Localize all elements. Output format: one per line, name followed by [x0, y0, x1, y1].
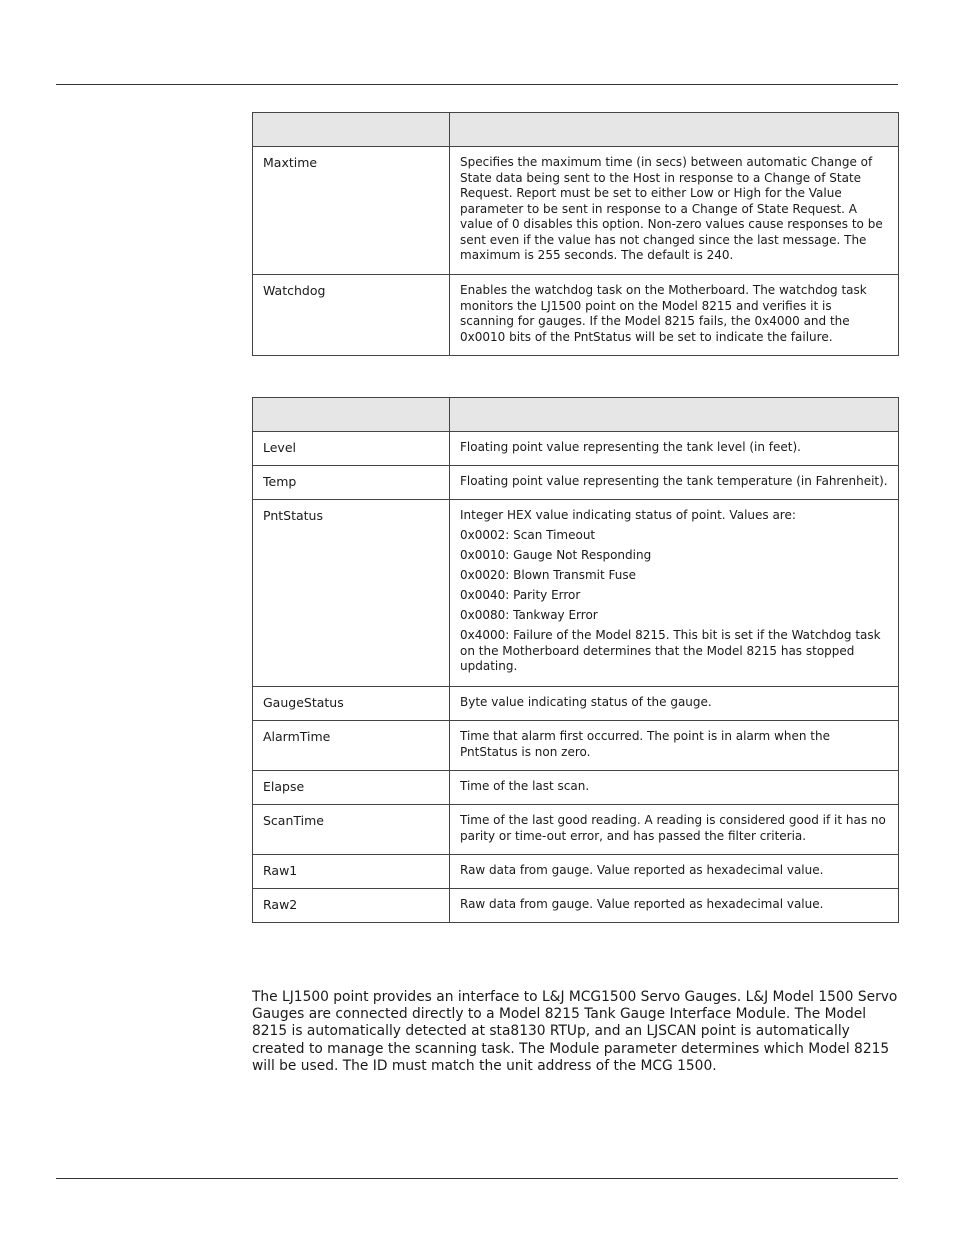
status-line: Integer HEX value indicating status of point. Values are: — [460, 508, 796, 522]
param-description: Specifies the maximum time (in secs) between automatic Change of State data being sent to the Host in response to a Change of State Request. Report must be set to either Low or High for the Value parameter to be sent in response to a Change of State Request. A value of 0 disables this option. Non-zero values cause responses to be sent even if the value has not changed since the last message. The maximum is 255 seconds. The default is 240. — [450, 147, 899, 275]
param-description: Time of the last good reading. A reading is considered good if it has no parity or time-out error, and has passed the filter criteria. — [450, 805, 899, 855]
param-description: Floating point value representing the tank temperature (in Fahrenheit). — [450, 466, 899, 500]
table-row — [253, 855, 899, 889]
table-row — [253, 147, 899, 275]
table-header-row — [253, 398, 899, 432]
param-description: Raw data from gauge. Value reported as hexadecimal value. — [450, 889, 899, 923]
param-description: Time that alarm first occurred. The point is in alarm when the PntStatus is non zero. — [450, 721, 899, 771]
status-line: 0x0040: Parity Error — [460, 588, 581, 602]
header-rule — [56, 84, 898, 85]
table-row — [253, 500, 899, 687]
param-name: GaugeStatus — [253, 687, 450, 721]
table-row — [253, 432, 899, 466]
param-description: Byte value indicating status of the gauge. — [450, 687, 899, 721]
column-header-description — [450, 398, 899, 432]
param-name: Maxtime — [253, 147, 450, 275]
table-row — [253, 721, 899, 771]
column-header-description — [450, 113, 899, 147]
param-name: ScanTime — [253, 805, 450, 855]
param-name: Elapse — [253, 771, 450, 805]
status-line: 0x4000: Failure of the Model 8215. This bit is set if the Watchdog task on the Motherboard determines that the Model 8215 has stopped updating. — [460, 628, 881, 673]
status-line: 0x0080: Tankway Error — [460, 608, 598, 622]
table-row — [253, 275, 899, 356]
status-line: 0x0020: Blown Transmit Fuse — [460, 568, 637, 582]
table-row — [253, 771, 899, 805]
column-header-name — [253, 113, 450, 147]
param-description: Enables the watchdog task on the Motherboard. The watchdog task monitors the LJ1500 point on the Model 8215 and verifies it is scanning for gauges. If the Model 8215 fails, the 0x4000 and the 0x0010 bits of the PntStatus will be set to indicate the failure. — [450, 275, 899, 356]
status-line: 0x0002: Scan Timeout — [460, 528, 596, 542]
body-paragraph: The LJ1500 point provides an interface to L&J MCG1500 Servo Gauges. L&J Model 1500 Servo Gauges are connected directly to a Model 8215 Tank Gauge Interface Module. The Model 8215 is automatically detected at sta8130 RTUp, and an LJSCAN point is automatically created to manage the scanning task. The Module parameter determines which Model 8215 will be used. The ID must match the unit address of the MCG 1500. — [252, 989, 898, 1074]
param-name: AlarmTime — [253, 721, 450, 771]
param-name: Raw1 — [253, 855, 450, 889]
parameter-table-2 — [252, 397, 899, 923]
param-description — [450, 500, 899, 687]
table-row — [253, 805, 899, 855]
status-line: 0x0010: Gauge Not Responding — [460, 548, 652, 562]
parameter-table-1 — [252, 112, 899, 356]
param-name: Level — [253, 432, 450, 466]
table-row — [253, 687, 899, 721]
table-row — [253, 889, 899, 923]
footer-rule — [56, 1178, 898, 1179]
param-name: Temp — [253, 466, 450, 500]
param-description: Time of the last scan. — [450, 771, 899, 805]
param-name: Watchdog — [253, 275, 450, 356]
param-description: Raw data from gauge. Value reported as hexadecimal value. — [450, 855, 899, 889]
param-description: Floating point value representing the tank level (in feet). — [450, 432, 899, 466]
column-header-name — [253, 398, 450, 432]
param-name: Raw2 — [253, 889, 450, 923]
table-row — [253, 466, 899, 500]
param-name: PntStatus — [253, 500, 450, 687]
table-header-row — [253, 113, 899, 147]
